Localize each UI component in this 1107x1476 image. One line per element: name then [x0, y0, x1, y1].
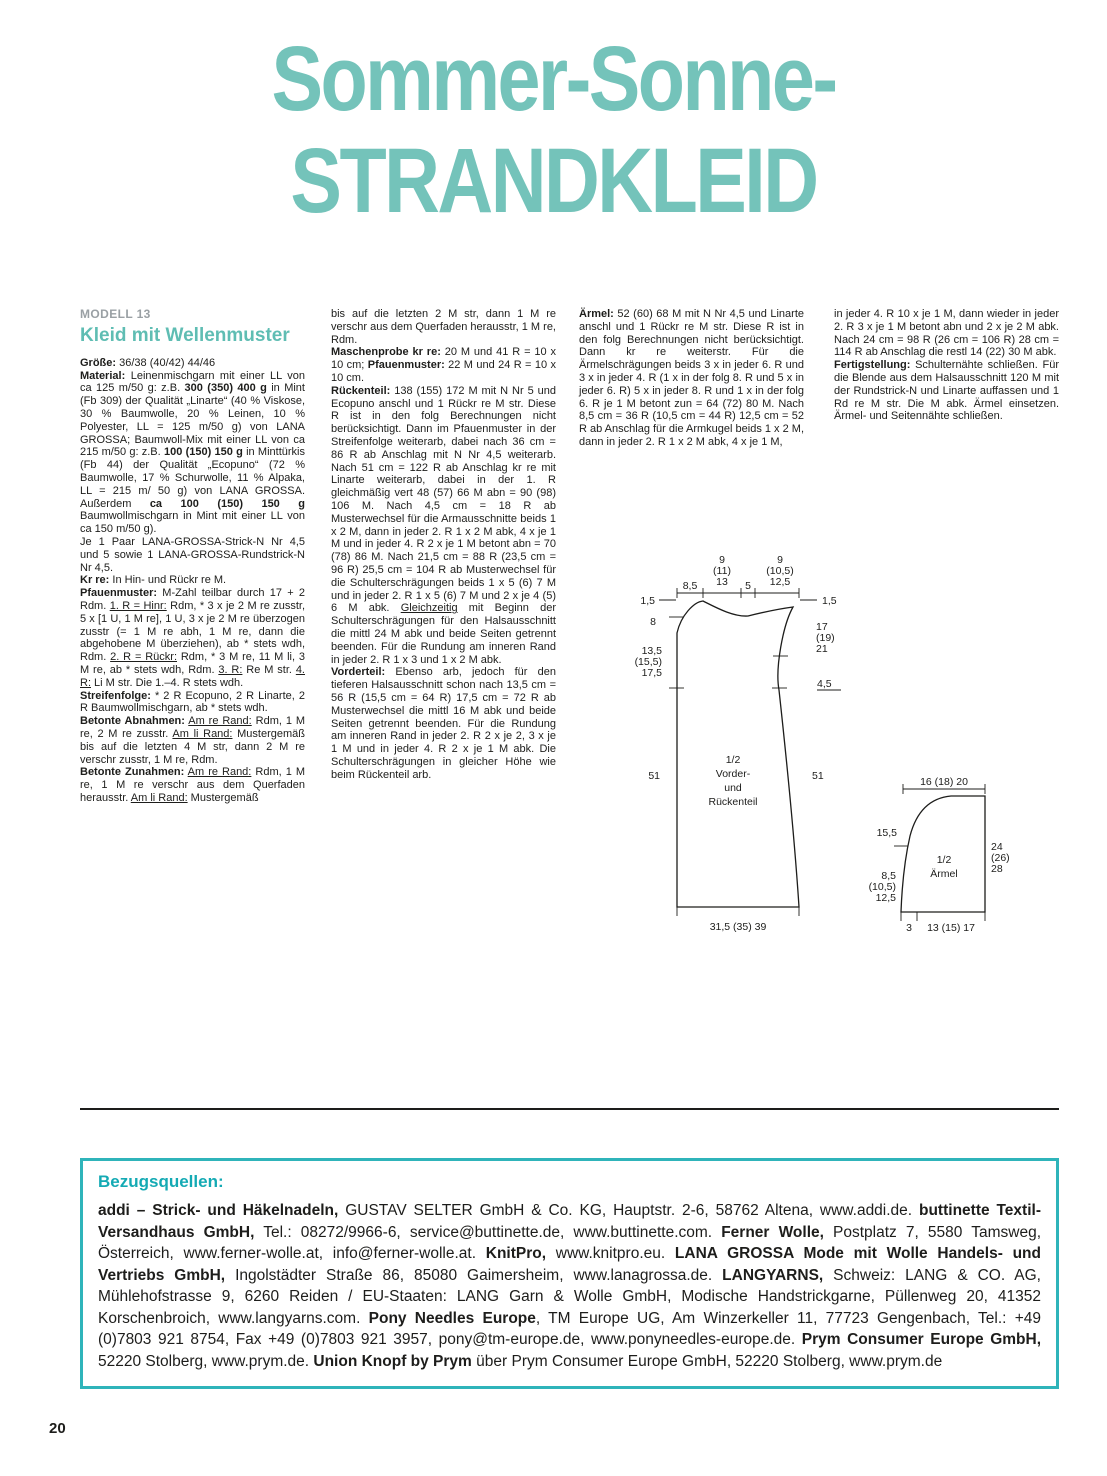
piece-label: und	[724, 782, 742, 794]
text-segment: www.knitpro.eu.	[546, 1245, 675, 1262]
text-segment: LANGYARNS,	[722, 1266, 824, 1284]
dim-label: (10,5)	[766, 565, 794, 577]
column-2-paragraphs	[331, 308, 556, 781]
text-segment: 52220 Stolberg, www.prym.de.	[98, 1352, 314, 1370]
text-segment: Li M str. Die 1.–4. R stets wdh.	[91, 676, 244, 689]
text-column-2	[331, 308, 556, 781]
dim-label: 28	[991, 863, 1003, 875]
text-segment: Rdm, * 3 x je 2 M re zusstr, 5 x [1 U, 1 M re], 1 U, 3 x je 2 M re überzogen zusstr (= 1 M re abh, 1 M re, dann die abgehobene M überziehen), ab * stets wdh, Rdm.	[80, 599, 306, 664]
text-segment: in Mint (Fb 309) der Qualität „Linarte“ (40 % Viskose, 30 % Baumwolle, 20 % Leinen, 10 % Polyester, LL = 125 m/50 g) von LANA GROSSA; Baumwoll-Mix mit einer LL von ca 215 m/50 g: z.B.	[80, 382, 305, 459]
model-label: MODELL 13	[80, 307, 151, 321]
paragraph	[331, 666, 556, 781]
text-segment: 100 (150) 150 g	[163, 446, 243, 459]
dim-label: 16 (18) 20	[920, 776, 968, 788]
dim-label: 15,5	[876, 827, 897, 839]
text-segment: Rückenteil:	[331, 384, 391, 397]
dim-label: 24	[991, 841, 1003, 853]
text-segment: 22 M und 24 R = 10 x 10 cm.	[331, 359, 556, 384]
paragraph	[80, 715, 305, 766]
text-segment: 3. R:	[218, 663, 243, 676]
text-segment: Am li Rand:	[172, 727, 233, 740]
piece-label: Rückenteil	[708, 796, 758, 808]
text-segment: LANA GROSSA Mode mit Wolle Handels- und Vertriebs GmbH,	[98, 1245, 1041, 1284]
text-segment: bis auf die letzten 2 M str, dann 1 M re verschr aus dem Querfaden herausstr, 1 M re, Rdm.	[331, 308, 556, 346]
text-segment: Union Knopf by Prym	[313, 1352, 472, 1370]
text-segment: Am li Rand:	[130, 791, 188, 804]
body-dimension-labels	[635, 554, 837, 933]
text-segment: M-Zahl teilbar durch 17 + 2 Rdm.	[80, 587, 305, 612]
text-segment: 1. R = Hinr:	[109, 599, 167, 612]
text-segment: Tel.: 08272/9966-6, service@buttinette.de, www.buttinette.com.	[254, 1223, 722, 1241]
dim-label: 17,5	[641, 667, 662, 679]
text-segment: 138 (155) 172 M mit N Nr 5 und Ecopuno anschl und 1 Rückr re M str. Diese R ist in den folg Berechnungen nicht berücksichtigt. Dann im Pfauenmuster in der Streifenfolge weiterarb, dabei nach 36 cm = 86 R ab Anschlag mit N Nr 4,5 weiterarb. Nach 51 cm = 122 R ab Anschlag kr re mit Linarte weiterarb, dabei in der 1. R gleichmäßig vert 48 (57) 66 M abn = 90 (98) 106 M. Nach 4,5 cm = 18 R ab Musterwechsel für die Armausschnitte beids 1 x 2 M, dann in jeder 2. R 1 x 2 M abk, 4 x je 1 M und in jeder 4. R 2 x je 1 M betont abn = 70 (78) 86 M. Nach 21,5 cm = 88 R (23,5 cm = 96 R) 25,5 cm = 104 R ab Musterwechsel für die Schulterschrägungen beids 1 x 5 (6) 7 M und in jeder 2. R 1 x 5 (6) 7 M und 2 x je 4 (5) 6 M abk.	[331, 384, 556, 615]
dim-label: 8,5	[682, 580, 698, 592]
text-segment: GUSTAV SELTER GmbH & Co. KG, Hauptstr. 2-6, 58762 Altena, www.addi.de.	[338, 1202, 919, 1219]
text-segment: Kr re:	[80, 574, 110, 587]
text-segment: Größe:	[80, 356, 117, 369]
dim-label: 1,5	[822, 595, 837, 607]
text-segment: Ferner Wolle,	[721, 1223, 824, 1241]
dim-label: 5	[745, 580, 751, 592]
text-segment: Baumwollmischgarn in Mint mit einer LL von ca 150 m/50 g).	[80, 510, 305, 536]
body-dimension-lines	[659, 588, 841, 916]
dim-label: 13	[716, 576, 728, 588]
dim-label: 13,5	[641, 645, 662, 657]
text-column-1	[80, 308, 305, 805]
piece-label: Vorder-	[715, 768, 751, 780]
text-segment: 52 (60) 68 M mit N Nr 4,5 und Linarte anschl und 1 Rückr re M str. Diese R ist in den folg Berechnungen nicht berücksichtigt. Dann kr re weiterstr. Für die Ärmelschrägungen beids 3 x in jeder 6. R und 3 x in jeder 4. R (1 x in der folg 8. R und 5 x in jeder 6. R) 5 x in jeder 8. R und 1 x in der folg 6. R je 1 M betont zun = 64 (72) 80 M. Nach 8,5 cm = 36 R (10,5 cm = 44 R) 12,5 cm = 52 R ab Anschlag für die Armkugel beids 1 x 2 M, dann in jeder 2. R 1 x 2 M abk, 4 x je 1 M,	[579, 308, 805, 448]
piece-label: 1/2	[936, 854, 952, 866]
text-segment: Prym Consumer Europe GmbH,	[801, 1331, 1041, 1348]
dim-label: 51	[812, 770, 824, 782]
text-segment: in jeder 4. R 10 x je 1 M, dann wieder in jeder 2. R 3 x je 1 M betont abn und 2 x je 2 M abk. Nach 24 cm = 98 R (26 cm = 106 R) 28 cm = 114 R ab Anschlag die restl 14 (22) 30 M abk.	[834, 308, 1059, 359]
paragraph	[331, 385, 556, 667]
text-segment: Betonte Zunahmen:	[80, 766, 185, 779]
text-segment: 20 M und 41 R = 10 x 10 cm;	[331, 346, 556, 372]
text-segment: 2. R = Rückr:	[110, 651, 178, 664]
paragraph	[80, 690, 305, 716]
dim-label: 12,5	[875, 892, 896, 904]
text-segment: 300 (350) 400 g	[184, 382, 267, 395]
dim-label: (11)	[713, 565, 731, 577]
text-segment: ca 100 (150) 150 g	[149, 497, 305, 510]
text-segment: Re M str.	[242, 663, 296, 676]
dim-label: (10,5)	[868, 881, 896, 893]
text-segment: Schulternähte schließen. Für die Blende aus dem Halsausschnitt 120 M mit der Rundstrick-N und Linarte auffassen und 1 Rd re M str. Die M abk. Ärmel einsetzen. Ärmel- und Seitennähte schließen.	[834, 359, 1059, 423]
text-segment: Rdm, * 3 M re, 11 M li, 3 M re, ab * stets wdh, Rdm.	[80, 651, 305, 676]
text-segment: Mustergemäß	[187, 791, 259, 804]
text-segment: mit Beginn der Schulterschrägungen für den Halsausschnitt die mittl 24 M abk und beide Seiten getrennt beenden. Für die Rundung am inneren Rand in jeder 2. R 1 x 3 und 1 x 2 M abk.	[331, 602, 556, 666]
dim-label: 8,5	[881, 870, 896, 882]
paragraph	[331, 308, 556, 346]
text-segment: , TM Europe UG, Am Winzerkeller 11, 77723 Gengenbach, Tel.: +49 (0)7803 921 8754, Fax +49 (0)7803 921 3957, pony@tm-europe.de, www.ponyneedles-europe.de.	[98, 1309, 1041, 1348]
dim-label: 51	[648, 770, 660, 782]
text-segment: Pfauenmuster:	[80, 587, 158, 600]
dim-label: 12,5	[769, 576, 791, 588]
paragraph	[80, 370, 305, 536]
text-segment: addi – Strick- und Häkelnadeln,	[98, 1202, 339, 1219]
dim-label: 4,5	[817, 678, 832, 690]
divider-rule	[80, 1108, 1059, 1110]
column-3-paragraphs	[579, 308, 804, 449]
text-segment: Maschenprobe kr re:	[331, 346, 441, 359]
text-segment: Pfauenmuster:	[367, 359, 445, 372]
dim-label: 8	[650, 616, 656, 628]
article-heading: Kleid mit Wellenmuster	[80, 324, 290, 346]
text-segment: Rdm, 1 M re, 1 M re verschr aus dem Querfaden herausstr.	[80, 766, 305, 804]
paragraph	[80, 766, 305, 804]
dim-label: 13 (15) 17	[927, 922, 975, 934]
text-segment: Betonte Abnahmen:	[80, 715, 185, 728]
dim-label: 3	[906, 922, 912, 934]
text-segment: buttinette Textil-Versandhaus GmbH,	[98, 1202, 1041, 1241]
body-piece	[635, 554, 841, 933]
sources-box	[80, 1158, 1059, 1389]
title-line-2: STRANDKLEID	[290, 130, 817, 232]
dim-label: 21	[816, 643, 828, 655]
text-segment: In Hin- und Rückr re M.	[109, 574, 227, 587]
sources-text	[98, 1200, 1041, 1372]
text-segment: Ingolstädter Straße 86, 85080 Gaimersheim, www.lanagrossa.de.	[225, 1266, 723, 1284]
column-1-paragraphs	[80, 357, 305, 805]
text-column-3	[579, 308, 804, 449]
text-segment: Fertigstellung:	[834, 359, 911, 372]
text-segment: Material:	[80, 369, 126, 382]
text-segment: KnitPro,	[485, 1245, 547, 1262]
sleeve-piece	[869, 776, 1010, 934]
paragraph	[80, 574, 305, 587]
sleeve-dimension-labels	[869, 776, 1010, 934]
text-segment: über Prym Consumer Europe GmbH, 52220 Stolberg, www.prym.de	[471, 1352, 943, 1370]
column-4-paragraphs	[834, 308, 1059, 423]
dim-label: 9	[719, 554, 725, 566]
text-segment: 4. R:	[80, 663, 305, 689]
text-segment: Ebenso arb, jedoch für den tieferen Halsausschnitt schon nach 13,5 cm = 56 R (15,5 cm = 64 R) 17,5 cm = 72 R ab Musterwechsel die mittl 16 M abk und beide Seiten getrennt beenden. Für die Rundung am inneren Rand in jeder 2. R 2 x je 2, 3 x je 1 M und in jeder 4. R 2 x je 1 M abk. Die Schulterschrägungen in gleicher Höhe wie beim Rückenteil arb.	[331, 666, 556, 781]
text-segment: Je 1 Paar LANA-GROSSA-Strick-N Nr 4,5 und 5 sowie 1 LANA-GROSSA-Rundstrick-N Nr 4,5.	[80, 535, 305, 574]
dim-label: (15,5)	[634, 656, 662, 668]
text-segment: Rdm, 1 M re, 2 M re zusstr.	[80, 715, 306, 740]
dim-label: (19)	[816, 632, 835, 644]
text-segment: Vorderteil:	[331, 666, 386, 679]
paragraph	[579, 308, 804, 449]
paragraph	[834, 308, 1059, 359]
dim-label: 9	[777, 554, 783, 566]
text-segment: Schweiz: LANG & CO. AG, Mühlehofstrasse 9, 6260 Reiden / EU-Staaten: LANG Garn & Wolle GmbH, Modische Handstrickgarne, Püllenweg 20, 41352 Korschenbroich, www.langyarns.com.	[98, 1266, 1041, 1327]
pattern-schematic	[560, 545, 1070, 950]
dim-label: 1,5	[640, 595, 655, 607]
text-segment: Ärmel:	[579, 308, 614, 320]
text-segment: * 2 R Ecopuno, 2 R Linarte, 2 R Baumwollmischgarn, ab * stets wdh.	[80, 689, 305, 715]
paragraph	[80, 536, 305, 574]
title-line-1: Sommer-Sonne-	[271, 28, 836, 130]
dim-label: 17	[816, 621, 828, 633]
piece-label: Ärmel	[930, 868, 958, 880]
text-segment: Gleichzeitig	[400, 602, 458, 615]
text-segment: Streifenfolge:	[80, 689, 151, 702]
paragraph	[834, 359, 1059, 423]
paragraph	[80, 357, 305, 370]
text-segment: Am re Rand:	[188, 715, 252, 728]
paragraph	[331, 346, 556, 384]
text-segment: 36/38 (40/42) 44/46	[116, 356, 216, 369]
text-segment: Mustergemäß bis auf die letzten 4 M str, dann 2 M re verschr zusstr, 1 M re, Rdm.	[80, 727, 306, 766]
text-segment: in Minttürkis (Fb 44) der Qualität „Ecopuno“ (72 % Baumwolle, 17 % Schurwolle, 11 % Alpaka, LL = 215 m/ 50 g) von LANA GROSSA. Außerdem	[80, 446, 305, 510]
dim-label: (26)	[991, 852, 1010, 864]
page-number: 20	[49, 1420, 66, 1437]
text-segment: Pony Needles Europe	[368, 1309, 536, 1327]
dim-label: 31,5 (35) 39	[709, 921, 767, 933]
text-column-4	[834, 308, 1059, 423]
piece-label: 1/2	[725, 754, 741, 766]
sources-heading: Bezugsquellen:	[98, 1172, 224, 1191]
page-title	[89, 28, 1019, 232]
sleeve-dimension-lines	[894, 784, 985, 921]
text-segment: Leinenmischgarn mit einer LL von ca 125 m/50 g: z.B.	[80, 369, 305, 395]
text-segment: Postplatz 7, 5580 Tamsweg, Österreich, www.ferner-wolle.at, info@ferner-wolle.at.	[98, 1223, 1041, 1262]
paragraph	[80, 587, 305, 689]
text-segment: Am re Rand:	[187, 766, 252, 779]
